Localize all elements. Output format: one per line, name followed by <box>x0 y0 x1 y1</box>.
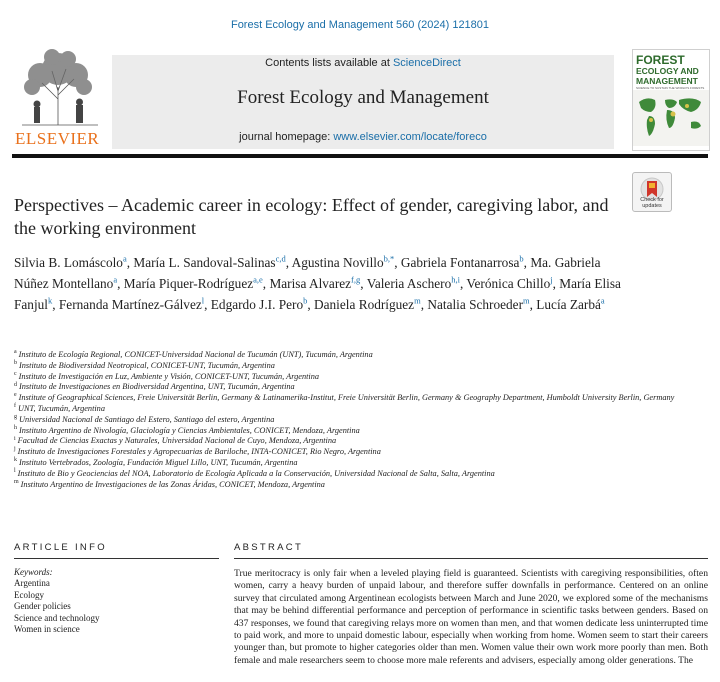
affiliation-key: h <box>14 424 17 431</box>
affiliation <box>14 458 710 469</box>
author-name[interactable]: Verónica Chillo <box>466 276 551 291</box>
affiliation-text: Instituto de Investigación en Luz, Ambiente y Visión, CONICET-UNT, Tucumán, Argentina <box>18 371 320 381</box>
author[interactable] <box>124 276 263 291</box>
affiliation <box>14 404 710 415</box>
author-name[interactable]: Daniela Rodríguez <box>314 297 415 312</box>
sciencedirect-link[interactable]: ScienceDirect <box>392 57 461 69</box>
contents-line <box>112 57 614 69</box>
author-affiliation-marker[interactable]: k <box>47 295 53 306</box>
affiliation-text: Instituto de Bio y Geociencias del NOA, Laboratorio de Ecología Aplicada a la Conservación, Universidad Nacional de Salta, Salta, Argentina <box>17 468 495 478</box>
author-name[interactable]: María Piquer-Rodríguez <box>123 276 254 291</box>
author[interactable] <box>466 276 552 291</box>
affiliation-key: b <box>14 360 17 367</box>
author-list: Silvia B. Lomáscolo$^a$, María L. Sandoval-Salinas$^{c,d}$, Agustina Novillo$^{b,*}$, Gabriela Fontanarrosa$^b$, Ma. Gabriela Núñez Montellano$^a$, María Piquer-Rodríguez$^{a,e}$, Marisa Alvarez$^{f,g}$, Valeria Aschero$^{h,i}$, Verónica Chillo$^j$, María Elisa Fanjul$^k$, Fernanda Martínez-Gálvez$^l$, Edgardo J.I. Pero$^b$, Daniela Rodríguez$^m$, Natalia Schroeder$^m$, Lucía Zarbá$^a$ <box>14 253 621 312</box>
homepage-link[interactable]: www.elsevier.com/locate/foreco <box>333 131 487 143</box>
affiliation-key: a <box>14 349 17 356</box>
world-map-icon <box>633 90 709 146</box>
author-affiliation-marker[interactable]: l <box>201 295 205 306</box>
cover-title-line-3: MANAGEMENT <box>636 76 698 86</box>
journal-reference[interactable]: Forest Ecology and Management 560 (2024) 121801 <box>230 19 490 31</box>
affiliation <box>14 350 710 361</box>
author-name[interactable]: Fernanda Martínez-Gálvez <box>58 297 202 312</box>
author[interactable] <box>427 297 529 312</box>
journal-name: Forest Ecology and Management <box>237 87 489 108</box>
author[interactable] <box>14 255 127 270</box>
affiliation-key: k <box>14 457 17 464</box>
affiliation <box>14 361 710 372</box>
affiliation <box>14 393 710 404</box>
keywords-label: Keywords: <box>14 567 53 577</box>
author-name[interactable]: Natalia Schroeder <box>427 297 523 312</box>
abstract-text: True meritocracy is only fair when a leveled playing field is guaranteed. Scientists with caregiving responsibilities, often women, carry a heavy burden of unpaid labour, and therefore suffer downfalls in performance. Centered on an online survey that circulated among Argentinean ecologists between March and June 2020, we explored some of the mechanisms that may be behind differential performance and perception of performance in scientific tasks between genders. Based on 437 responses, we found that caregiving relays more on women than men, and that women dedicate less uninterrupted time to paid work, and more to unpaid domestic labour, especially when working from home. Women seem to start their careers younger than, but promote to higher categories older than men. Women value their own work more poorly than men. Both female and male researchers seem to choose more male referents and advisers, especially among older generations. The <box>234 568 708 666</box>
affiliation <box>14 436 710 447</box>
affiliation-key: j <box>14 446 16 453</box>
author[interactable] <box>401 255 524 270</box>
article-info-heading: ARTICLE INFO <box>14 542 107 553</box>
affiliation-text: Universidad Nacional de Santiago del Estero, Santiago del estero, Argentina <box>19 414 275 424</box>
article-info-rule <box>14 558 219 559</box>
affiliation-text: Instituto Argentino de Nivología, Glaciología y Ciencias Ambientales, CONICET, Mendoza, Argentina <box>19 425 360 435</box>
author[interactable] <box>211 297 308 312</box>
author-affiliation-marker[interactable]: a <box>122 253 127 264</box>
check-for-updates-label: Check for updates <box>640 197 664 209</box>
author-affiliation-marker[interactable]: f,g <box>351 274 361 285</box>
author-name[interactable]: Ma. Gabriela Núñez Montellano <box>14 255 601 291</box>
author[interactable] <box>133 255 285 270</box>
affiliation-key: c <box>14 370 17 377</box>
author-name[interactable]: Lucía Zarbá <box>536 297 601 312</box>
keyword: Women in science <box>14 624 80 635</box>
keyword: Science and technology <box>14 612 100 623</box>
author-affiliation-marker[interactable]: b,* <box>383 253 395 264</box>
author-name[interactable]: María L. Sandoval-Salinas <box>133 255 276 270</box>
elsevier-wordmark: ELSEVIER <box>15 129 100 148</box>
affiliation-text: Instituto de Investigaciones Forestales y Agropecuarias de Bariloche, INTA-CONICET, Rio Negro, Argentina <box>17 447 381 457</box>
check-for-updates-button[interactable] <box>632 172 672 212</box>
author[interactable] <box>292 255 395 270</box>
author[interactable] <box>269 276 360 291</box>
author-affiliation-marker[interactable]: b <box>303 295 308 306</box>
affiliation-key: g <box>14 414 17 421</box>
affiliation-text: Instituto de Biodiversidad Neotropical, CONICET-UNT, Tucumán, Argentina <box>19 360 275 370</box>
author-name[interactable]: Valeria Aschero <box>366 276 452 291</box>
keyword: Gender policies <box>14 601 71 612</box>
cover-title-line-1: FOREST <box>636 53 685 67</box>
affiliation-text: Facultad de Ciencias Exactas y Naturales, Universidad Nacional de Cuyo, Mendoza, Argentina <box>17 436 337 446</box>
affiliation-key: i <box>14 435 16 442</box>
contents-prefix: Contents lists available at <box>265 57 393 69</box>
author[interactable] <box>536 297 604 312</box>
affiliation <box>14 372 710 383</box>
author-affiliation-marker[interactable]: c,d <box>275 253 286 264</box>
author[interactable] <box>59 297 204 312</box>
cover-title-line-2: ECOLOGY AND <box>636 66 699 76</box>
elsevier-logo[interactable] <box>12 47 108 151</box>
keyword: Argentina <box>14 578 50 588</box>
affiliation-key: l <box>14 468 16 474</box>
homepage-prefix: journal homepage: <box>239 131 334 143</box>
author-affiliation-marker[interactable]: b <box>519 253 524 264</box>
affiliation-key: e <box>14 392 17 399</box>
keyword-list <box>14 578 99 636</box>
author-name[interactable]: Gabriela Fontanarrosa <box>400 255 520 270</box>
author-name[interactable]: Silvia B. Lomáscolo <box>14 255 123 270</box>
author-name[interactable]: Marisa Alvarez <box>269 276 352 291</box>
elsevier-tree-icon <box>12 47 108 129</box>
affiliation <box>14 426 710 437</box>
affiliation-key: d <box>14 381 17 388</box>
author[interactable] <box>314 297 421 312</box>
journal-header <box>12 47 708 153</box>
affiliation-text: Instituto de Ecología Regional, CONICET-Universidad Nacional de Tucumán (UNT), Tucumán, Argentina <box>18 350 373 359</box>
affiliation-text: Instituto Argentino de Investigaciones de las Zonas Áridas, CONICET, Mendoza, Argentina <box>20 479 325 489</box>
cover-subtitle: SCIENCE TO SUSTAIN THE WORLD'S FORESTS <box>636 86 705 90</box>
author[interactable] <box>367 276 460 291</box>
author-affiliation-marker[interactable]: a <box>600 295 605 306</box>
author-name[interactable]: Agustina Novillo <box>291 255 384 270</box>
affiliation-text: UNT, Tucumán, Argentina <box>18 403 105 413</box>
journal-cover[interactable] <box>632 49 710 151</box>
homepage-line <box>112 131 614 143</box>
affiliation <box>14 480 710 491</box>
affiliation-text: Institute of Geographical Sciences, Freie Universität Berlin, Germany & Latinamerika-Institut, Freie Universität Berlin, Germany & Geography Department, Humboldt University Berlin, Germany <box>18 393 675 403</box>
author-name[interactable]: Edgardo J.I. Pero <box>210 297 304 312</box>
affiliation-text: Instituto Vertebrados, Zoología, Fundación Miguel Lillo, UNT, Tucumán, Argentina <box>19 457 298 467</box>
abstract-heading: ABSTRACT <box>234 542 304 553</box>
author-affiliation-marker[interactable]: h,i <box>451 274 460 285</box>
abstract-rule <box>234 558 708 559</box>
affiliation <box>14 469 710 480</box>
affiliation-key: f <box>14 403 16 410</box>
author-name[interactable]: María Elisa Fanjul <box>14 276 621 312</box>
header-rule <box>12 154 708 158</box>
keyword: Ecology <box>14 589 44 600</box>
author-affiliation-marker[interactable]: a <box>113 274 118 285</box>
author-affiliation-marker[interactable]: a,e <box>253 274 263 285</box>
affiliation-list <box>14 350 710 490</box>
author-affiliation-marker[interactable]: j <box>550 274 553 285</box>
author-affiliation-marker[interactable]: m <box>414 295 421 306</box>
affiliation <box>14 415 710 426</box>
article-title: Perspectives – Academic career in ecology: Effect of gender, caregiving labor, and the working environment <box>14 195 609 238</box>
journal-banner <box>112 55 614 149</box>
affiliation-key: m <box>14 478 19 485</box>
affiliation-text: Instituto de Investigaciones en Biodiversidad Argentina, UNT, Tucumán, Argentina <box>19 382 295 392</box>
affiliation <box>14 382 710 393</box>
author-affiliation-marker[interactable]: m <box>523 295 530 306</box>
affiliation <box>14 447 710 458</box>
